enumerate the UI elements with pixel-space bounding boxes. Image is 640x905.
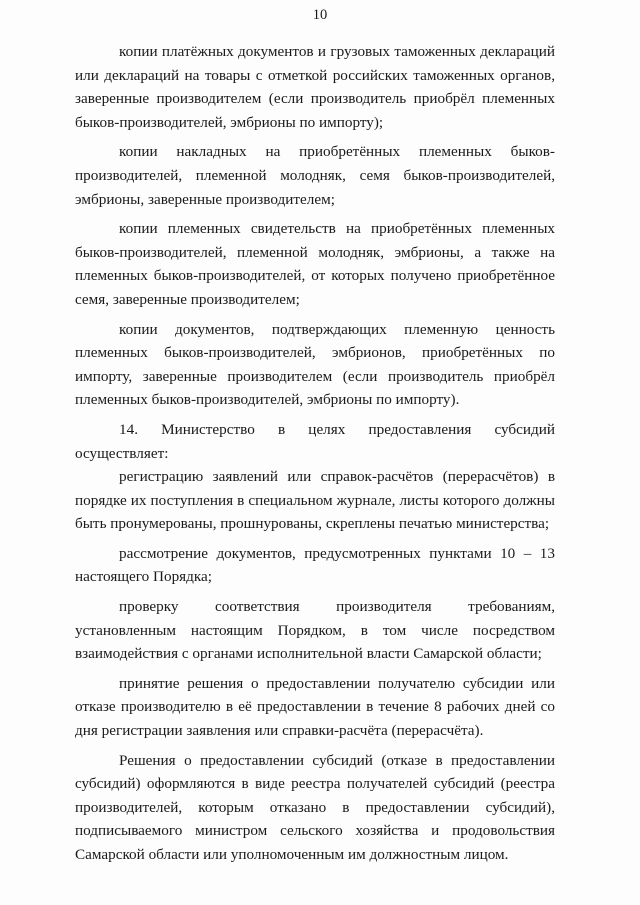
page-number: 10 — [312, 7, 328, 23]
paragraph-registry: Решения о предоставлении субсидий (отказе в предоставлении субсидий) оформляются в виде реестра получателей субсидий (реестра производителей, которым отказано в предоставлении субсидий), подписываемого министром сельского хозяйства и продовольствия Самарской области или уполномоченным им должностным лицом. — [75, 751, 555, 863]
paragraph-compliance-check: проверку соответствия производителя требованиям, установленным настоящим Порядком, в том числе посредством взаимодействия с органами исполнительной власти Самарской области; — [75, 598, 555, 663]
paragraph-review-documents: рассмотрение документов, предусмотренных пунктами 10 – 13 настоящего Порядка; — [75, 544, 555, 586]
paragraph-breeding-certificates: копии племенных свидетельств на приобретённых племенных быков-производителей, племенной молодняк, эмбрионы, а также на племенных быков-производителей, от которых получено приобретённое семя, заверенные производителем; — [75, 220, 555, 308]
paragraph-section-14-heading: 14. Министерство в целях предоставления субсидий осуществляет: — [75, 420, 555, 462]
paragraph-invoices: копии накладных на приобретённых племенных быков-производителей, племенной молодняк, семя быков-производителей, эмбрионы, заверенные производителем; — [75, 143, 555, 208]
paragraph-breeding-value-documents: копии документов, подтверждающих племенную ценность племенных быков-производителей, эмбрионов, приобретённых по импорту, заверенные производителем (если производитель приобрёл племенных быков-производителей, эмбрионы по импорту). — [75, 320, 555, 409]
paragraph-registration: регистрацию заявлений или справок-расчётов (перерасчётов) в порядке их поступления в специальном журнале, листы которого должны быть пронумерованы, прошнурованы, скреплены печатью министерства; — [75, 468, 555, 533]
document-body — [75, 40, 555, 867]
paragraph-payment-documents: копии платёжных документов и грузовых таможенных деклараций или деклараций на товары с отметкой российских таможенных органов, заверенные производителем (если производитель приобрёл племенных быков-производителей, эмбрионы по импорту); — [75, 43, 555, 131]
paragraph-decision: принятие решения о предоставлении получателю субсидии или отказе производителю в её предоставлении в течение 8 рабочих дней со дня регистрации заявления или справки-расчёта (перерасчёта). — [75, 674, 555, 740]
